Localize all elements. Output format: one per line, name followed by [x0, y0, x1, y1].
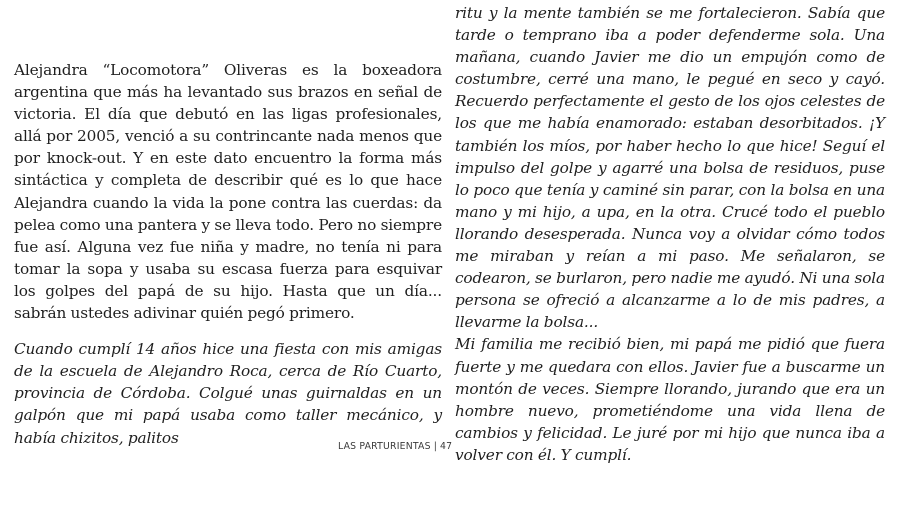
right-column — [455, 2, 885, 466]
closing-paragraph: Mi familia me recibió bien, mi papá me pidió que fuera fuerte y me quedara con ellos. Javier fue a buscarme un montón de veces. Siempre llorando, jurando que era un hombre nuevo, prometiéndome una vida llena de cambios y felicidad. Le juré por mi hijo que nunca iba a volver con él. Y cumplí. — [455, 335, 885, 464]
footer-separator: | — [433, 441, 438, 452]
book-title: LAS PARTURIENTAS — [338, 441, 431, 452]
testimony-paragraph: Cuando cumplí 14 años hice una fiesta con mis amigas de la escuela de Alejandro Roca, cerca de Río Cuarto, provincia de Córdoba. Colgué unas guirnaldas en un galpón que mi papá usaba como taller mecánico, y había chizitos, palitos — [14, 340, 442, 447]
paragraph-gap — [14, 324, 442, 338]
continuation-paragraph: ritu y la mente también se me fortalecieron. Sabía que tarde o temprano iba a poder defenderme sola. Una mañana, cuando Javier me dio un empujón como de costumbre, cerré una mano, le pegué en seco y cayó. Recuerdo perfectamente el gesto de los ojos celestes de los que me había enamorado: estaban desorbitados. ¡Y también los míos, por haber hecho lo que hice! Seguí el impulso del golpe y agarré una bolsa de residuos, puse lo poco que tenía y caminé sin parar, con la bolsa en una mano y mi hijo, a upa, en la otra. Crucé todo el pueblo llorando desesperada. Nunca voy a olvidar cómo todos me miraban y reían a mi paso. Me señalaron, se codearon, se burlaron, pero nadie me ayudó. Ni una sola persona se ofreció a alcanzarme a lo de mis padres, a llevarme la bolsa... — [455, 4, 885, 332]
left-column — [14, 59, 442, 449]
intro-paragraph: Alejandra “Locomotora” Oliveras es la boxeadora argentina que más ha levantado sus brazos en señal de victoria. El día que debutó en las ligas profesionales, allá por 2005, venció a su contrincante nada menos que por knock-out. Y en este dato encuentro la forma más sintáctica y completa de describir qué es lo que hace Alejandra cuando la vida la pone contra las cuerdas: da pelea como una pantera y se lleva todo. Pero no siempre fue así. Alguna vez fue niña y madre, no tenía ni para tomar la sopa y usaba su escasa fuerza para esquivar los golpes del papá de su hijo. Hasta que un día... sabrán ustedes adivinar quién pegó primero. — [14, 61, 442, 323]
page-number: 47 — [440, 441, 453, 452]
page-footer — [338, 441, 452, 452]
